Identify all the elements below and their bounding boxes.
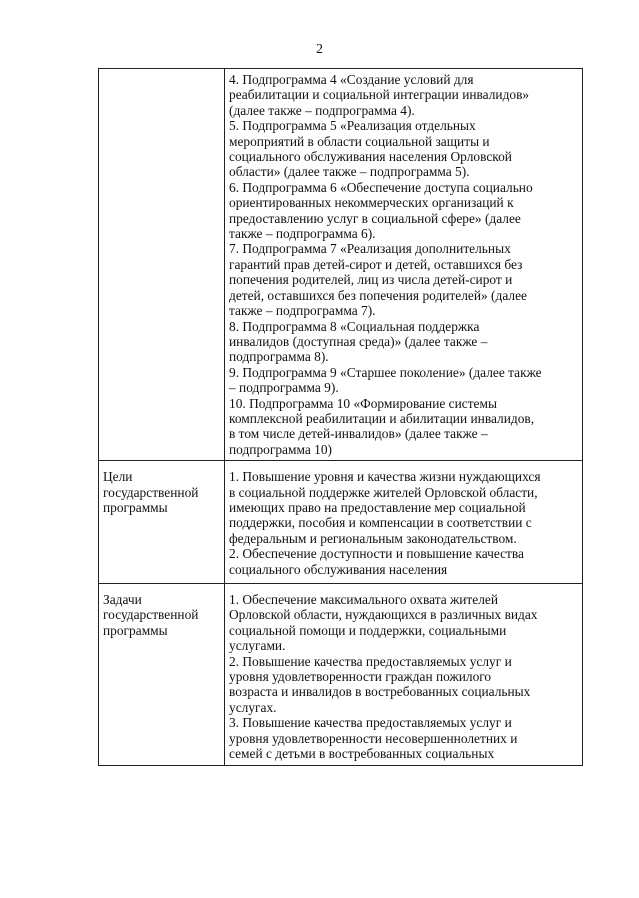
text-line: также – подпрограмма 7). xyxy=(229,303,376,319)
row-label-goals xyxy=(99,461,225,584)
text-line: социального обслуживания населения xyxy=(229,561,448,577)
text-line: мероприятий в области социальной защиты и xyxy=(229,133,490,149)
text-line: 2. Повышение качества предоставляемых услуг и xyxy=(229,653,512,669)
subprograms-list xyxy=(225,69,583,461)
label-line: Цели xyxy=(103,469,133,485)
label-line: государственной xyxy=(103,484,199,500)
label-line: программы xyxy=(103,622,168,638)
text-line: комплексной реабилитации и абилитации инвалидов, xyxy=(229,410,535,426)
text-line: подпрограмма 10) xyxy=(229,441,332,457)
text-line: ориентированных некоммерческих организаций к xyxy=(229,195,514,211)
text-line: в том числе детей-инвалидов» (далее также – xyxy=(229,426,488,442)
text-line: 2. Обеспечение доступности и повышение качества xyxy=(229,546,524,562)
text-line: 4. Подпрограмма 4 «Создание условий для xyxy=(229,72,474,87)
text-line: инвалидов (доступная среда)» (далее также – xyxy=(229,333,488,349)
goals-text xyxy=(225,461,583,584)
page-number: 2 xyxy=(316,42,323,57)
text-line: детей, оставшихся без попечения родителей» (далее xyxy=(229,287,527,303)
text-line: 5. Подпрограмма 5 «Реализация отдельных xyxy=(229,118,476,134)
text-line: области» (далее также – подпрограмма 5). xyxy=(229,164,470,180)
text-line: 8. Подпрограмма 8 «Социальная поддержка xyxy=(229,318,480,334)
text-line: услугах. xyxy=(229,699,277,715)
text-line: услугами. xyxy=(229,638,286,654)
text-line: социального обслуживания населения Орловской xyxy=(229,149,512,165)
text-line: попечения родителей, лиц из числа детей-сирот и xyxy=(229,272,513,288)
tasks-text xyxy=(225,584,583,766)
label-line: Задачи xyxy=(103,592,142,607)
label-line: государственной xyxy=(103,607,199,623)
row-label-empty xyxy=(99,69,225,461)
table-row-goals xyxy=(99,461,583,584)
label-line: программы xyxy=(103,499,168,515)
text-line: (далее также – подпрограмма 4). xyxy=(229,102,415,118)
text-line: 10. Подпрограмма 10 «Формирование системы xyxy=(229,395,497,411)
text-line: федеральным и региональным законодательством. xyxy=(229,530,517,546)
text-line: также – подпрограмма 6). xyxy=(229,226,376,242)
text-line: в социальной поддержке жителей Орловской области, xyxy=(229,484,538,500)
text-line: возраста и инвалидов в востребованных социальных xyxy=(229,684,531,700)
program-passport-table xyxy=(98,68,583,766)
text-line: имеющих право на предоставление мер социальной xyxy=(229,499,526,515)
text-line: поддержки, пособия и компенсации в соответствии с xyxy=(229,515,532,531)
text-line: 9. Подпрограмма 9 «Старшее поколение» (далее также xyxy=(229,364,542,380)
text-line: 7. Подпрограмма 7 «Реализация дополнительных xyxy=(229,241,511,257)
text-line: уровня удовлетворенности несовершеннолетних и xyxy=(229,730,518,746)
text-line: 1. Повышение уровня и качества жизни нуждающихся xyxy=(229,469,541,485)
table-row-tasks xyxy=(99,584,583,766)
text-line: 3. Повышение качества предоставляемых услуг и xyxy=(229,715,512,731)
table-row-subprograms xyxy=(99,69,583,461)
text-line: семей с детьми в востребованных социальных xyxy=(229,746,495,762)
text-line: 6. Подпрограмма 6 «Обеспечение доступа социально xyxy=(229,179,533,195)
text-line: предоставлению услуг в социальной сфере» (далее xyxy=(229,210,521,226)
text-line: гарантий прав детей-сирот и детей, оставшихся без xyxy=(229,256,523,272)
text-line: уровня удовлетворенности граждан пожилого xyxy=(229,669,492,685)
text-line: реабилитации и социальной интеграции инвалидов» xyxy=(229,87,530,103)
text-line: Орловской области, нуждающихся в различных видах xyxy=(229,607,538,623)
text-line: 1. Обеспечение максимального охвата жителей xyxy=(229,592,499,607)
text-line: – подпрограмма 9). xyxy=(229,380,339,396)
text-line: социальной помощи и поддержки, социальными xyxy=(229,622,507,638)
text-line: подпрограмма 8). xyxy=(229,349,329,365)
row-label-tasks xyxy=(99,584,225,766)
